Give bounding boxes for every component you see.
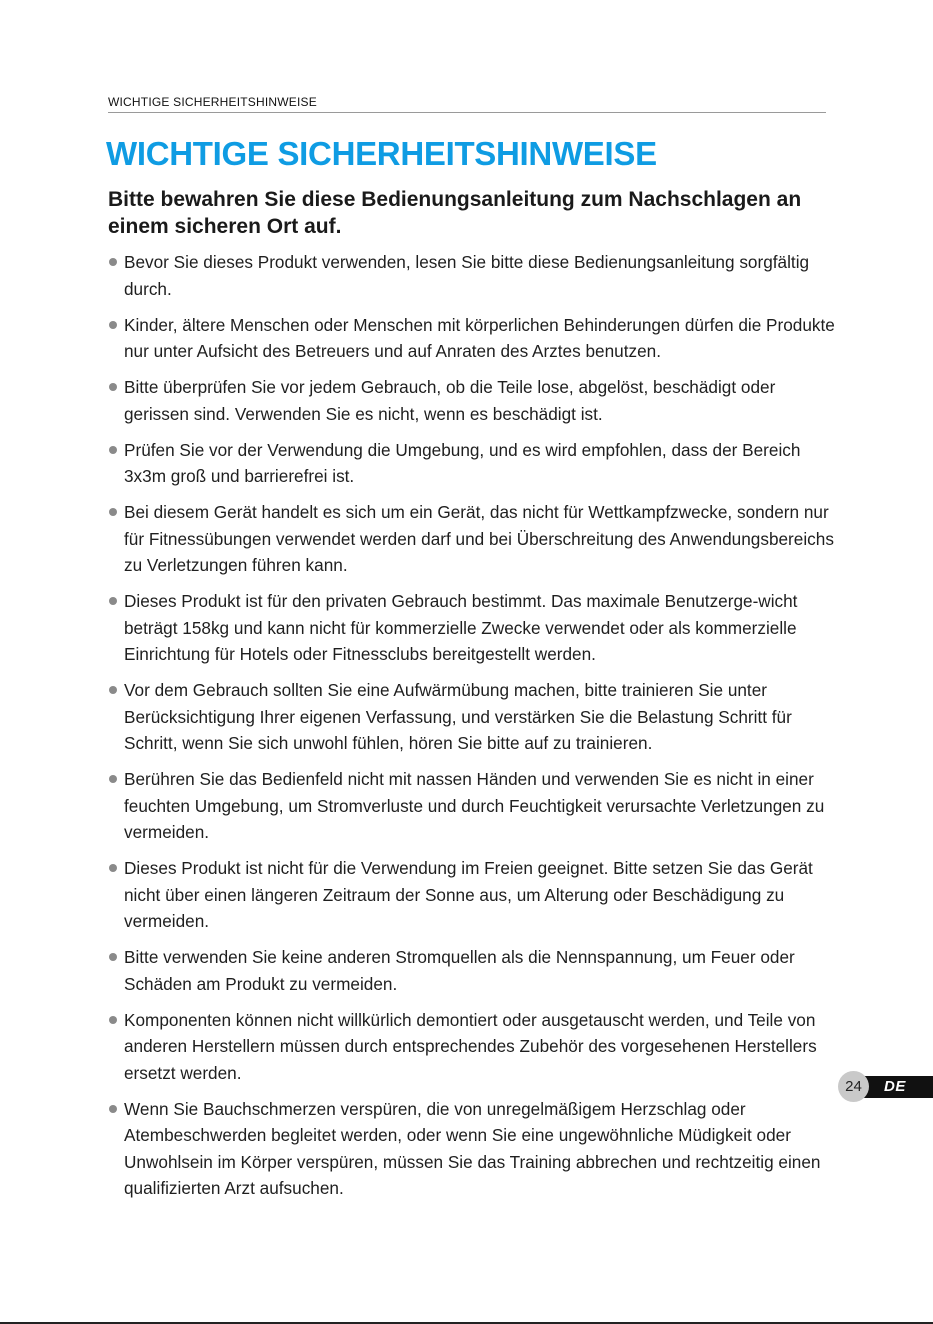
bullet-icon bbox=[109, 258, 117, 266]
list-item-text: Bei diesem Gerät handelt es sich um ein Gerät, das nicht für Wettkampfzwecke, sondern nur für Fitnessübungen verwendet werden darf und bei Überschreitung des Anwendungsbereichs zu Verletzungen führen kann. bbox=[124, 502, 834, 575]
list-item-text: Prüfen Sie vor der Verwendung die Umgebung, und es wird empfohlen, dass der Bereich 3x3m groß und barrierefrei ist. bbox=[124, 439, 801, 486]
list-item-text: Wenn Sie Bauchschmerzen verspüren, die von unregelmäßigem Herzschlag oder Atembeschwerden begleitet werden, oder wenn Sie eine ungewöhnliche Müdigkeit oder Unwohlsein im Körper verspüren, müssen Sie das Training abbrechen und rechtzeitig einen qualifizierten Arzt aufsuchen. bbox=[124, 1098, 821, 1198]
bullet-icon bbox=[109, 508, 117, 516]
list-item bbox=[108, 1096, 836, 1202]
bullet-icon bbox=[109, 864, 117, 872]
page-tab bbox=[838, 1071, 933, 1102]
list-item bbox=[108, 677, 836, 757]
list-item bbox=[108, 855, 836, 935]
list-item bbox=[108, 437, 836, 490]
page-title: WICHTIGE SICHERHEITSHINWEISE bbox=[106, 135, 657, 172]
header-divider bbox=[108, 112, 826, 113]
list-item-text: Vor dem Gebrauch sollten Sie eine Aufwärmübung machen, bitte trainieren Sie unter Berücksichtigung Ihrer eigenen Verfassung, und verstärken Sie die Belastung Schritt für Schritt, wenn Sie sich unwohl fühlen, hören Sie bitte auf zu trainieren. bbox=[124, 680, 792, 753]
bullet-icon bbox=[109, 597, 117, 605]
list-item bbox=[108, 374, 836, 427]
page-number: 24 bbox=[838, 1071, 869, 1102]
safety-instructions-list bbox=[108, 249, 836, 1211]
list-item-text: Dieses Produkt ist für den privaten Gebrauch bestimmt. Das maximale Benutzerge-wicht beträgt 158kg und kann nicht für kommerzielle Zwecke verwendet oder als kommerzielle Einrichtung für Hotels oder Fitnessclubs bereitgestellt werden. bbox=[124, 591, 798, 664]
list-item-text: Bitte verwenden Sie keine anderen Stromquellen als die Nennspannung, um Feuer oder Schäden am Produkt zu vermeiden. bbox=[124, 947, 795, 994]
list-item bbox=[108, 499, 836, 579]
language-label: DE bbox=[884, 1078, 906, 1095]
list-item-text: Kinder, ältere Menschen oder Menschen mit körperlichen Behinderungen dürfen die Produkte nur unter Aufsicht des Betreuers und auf Anraten des Arztes benutzen. bbox=[124, 314, 835, 361]
bullet-icon bbox=[109, 1016, 117, 1024]
list-item bbox=[108, 588, 836, 668]
bullet-icon bbox=[109, 446, 117, 454]
page-subtitle: Bitte bewahren Sie diese Bedienungsanleitung zum Nachschlagen an einem sicheren Ort auf. bbox=[108, 188, 802, 238]
running-header: WICHTIGE SICHERHEITSHINWEISE bbox=[108, 95, 317, 109]
bullet-icon bbox=[109, 383, 117, 391]
bullet-icon bbox=[109, 953, 117, 961]
list-item-text: Berühren Sie das Bedienfeld nicht mit nassen Händen und verwenden Sie es nicht in einer feuchten Umgebung, um Stromverluste und durch Feuchtigkeit verursachte Verletzungen zu vermeiden. bbox=[124, 769, 825, 842]
list-item bbox=[108, 249, 836, 302]
list-item-text: Komponenten können nicht willkürlich demontiert oder ausgetauscht werden, und Teile von anderen Herstellern müssen durch entsprechendes Zubehör des vorgesehenen Herstellers ersetzt werden. bbox=[124, 1009, 817, 1083]
list-item-text: Dieses Produkt ist nicht für die Verwendung im Freien geeignet. Bitte setzen Sie das Gerät nicht über einen längeren Zeitraum der Sonne aus, um Alterung oder Beschädigung zu vermeiden. bbox=[124, 858, 813, 931]
bullet-icon bbox=[109, 775, 117, 783]
list-item bbox=[108, 766, 836, 846]
list-item bbox=[108, 944, 836, 997]
bullet-icon bbox=[109, 1105, 117, 1113]
list-item bbox=[108, 1007, 836, 1087]
bullet-icon bbox=[109, 686, 117, 694]
list-item bbox=[108, 312, 836, 365]
bullet-icon bbox=[109, 321, 117, 329]
list-item-text: Bevor Sie dieses Produkt verwenden, lesen Sie bitte diese Bedienungsanleitung sorgfältig durch. bbox=[124, 252, 810, 299]
list-item-text: Bitte überprüfen Sie vor jedem Gebrauch, ob die Teile lose, abgelöst, beschädigt oder gerissen sind. Verwenden Sie es nicht, wenn es beschädigt ist. bbox=[124, 377, 776, 424]
